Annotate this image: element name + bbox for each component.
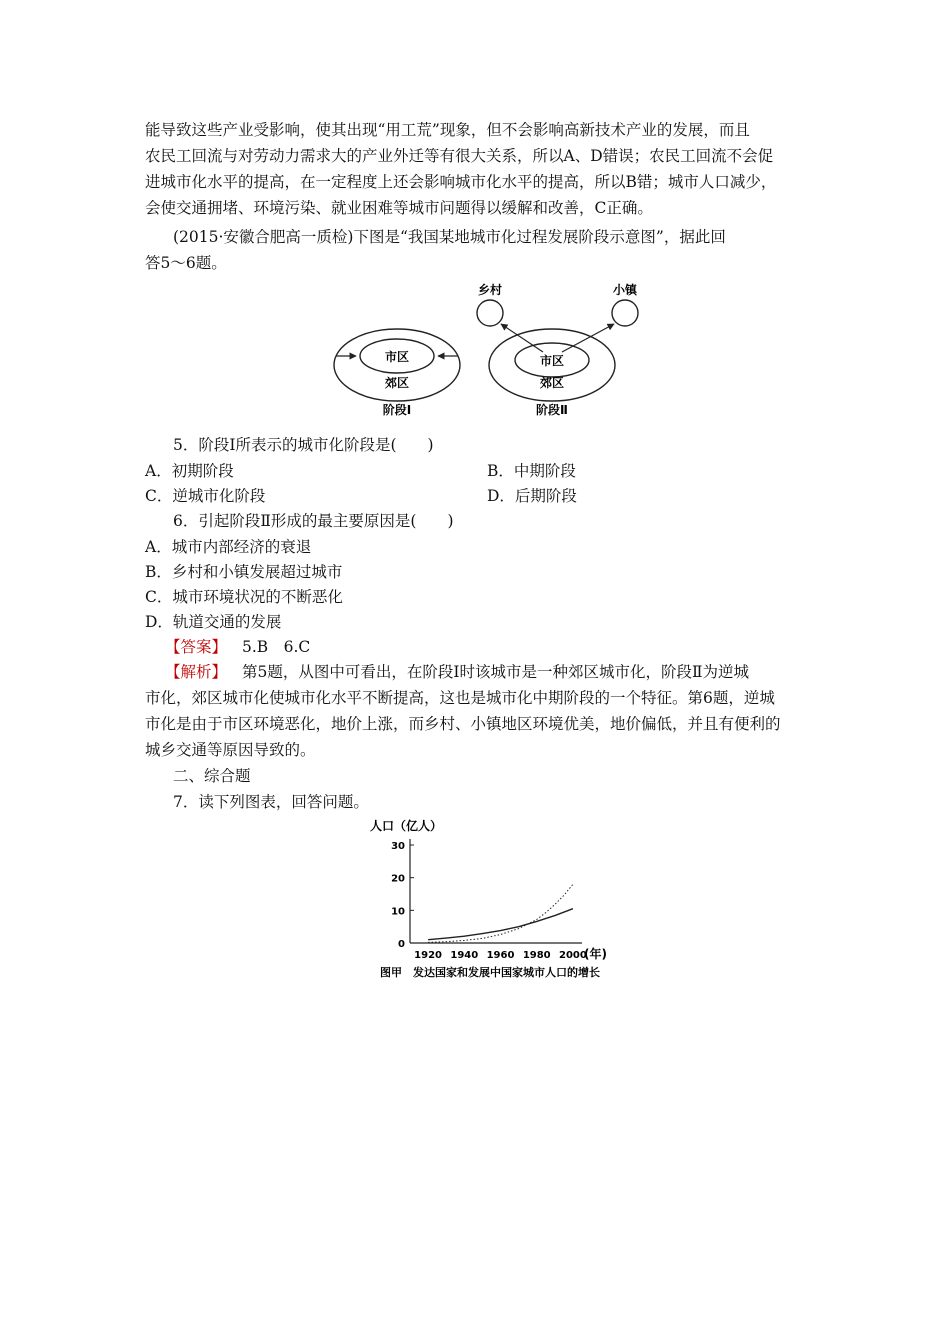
- arrow-to-village: [501, 324, 543, 352]
- analysis-line: 市化，郊区城市化使城市化水平不断提高，这也是城市化中期阶段的一个特征。第6题，逆城: [145, 689, 775, 707]
- analysis-tag: 【解析】: [165, 663, 228, 681]
- town-circle: [612, 300, 638, 326]
- q6-option-d: D．轨道交通的发展: [145, 613, 282, 631]
- stage1-suburb-label: 郊区: [384, 376, 410, 390]
- x-tick-label: 1960: [486, 950, 515, 961]
- question-7-stem: 7．读下列图表，回答问题。: [173, 793, 369, 811]
- analysis-line: 城乡交通等原因导致的。: [145, 741, 316, 759]
- y-tick-label: 20: [391, 873, 405, 885]
- question-6-stem: 6．引起阶段Ⅱ形成的最主要原因是( ): [173, 512, 454, 530]
- paragraph-line: 农民工回流与对劳动力需求大的产业外迁等有很大关系，所以A、D错误；农民工回流不会促: [145, 147, 774, 165]
- paragraph-line: 能导致这些产业受影响，使其出现“用工荒”现象，但不会影响高新技术产业的发展，而且: [145, 121, 750, 139]
- question-5-stem: 5．阶段Ⅰ所表示的城市化阶段是( ): [173, 436, 434, 454]
- stage1-caption: 阶段Ⅰ: [382, 403, 412, 417]
- series-line-dotted: [428, 884, 573, 942]
- urban-population-chart: [360, 815, 620, 985]
- y-tick-label: 10: [391, 906, 405, 918]
- series-line-solid: [428, 909, 573, 940]
- answer-line: [165, 634, 825, 660]
- y-tick-label: 30: [391, 841, 405, 852]
- q5-option-b: B．中期阶段: [487, 462, 576, 480]
- q5-option-c: C．逆城市化阶段: [145, 487, 266, 505]
- village-circle: [477, 300, 503, 326]
- chart-caption: 图甲 发达国家和发展中国家城市人口的增长: [380, 966, 600, 979]
- q5-option-d: D．后期阶段: [487, 487, 577, 505]
- paragraph-line: 会使交通拥堵、环境污染、就业困难等城市问题得以缓解和改善，C正确。: [145, 199, 653, 217]
- village-label: 乡村: [477, 283, 503, 297]
- intro-line: 答5～6题。: [145, 254, 227, 272]
- answer-text: 5.B 6.C: [241, 638, 311, 656]
- paragraph-line: 进城市化水平的提高，在一定程度上还会影响城市化水平的提高，所以B错；城市人口减少，: [145, 173, 777, 191]
- q6-option-a: A．城市内部经济的衰退: [145, 538, 312, 556]
- q5-option-a: A．初期阶段: [145, 462, 234, 480]
- x-tick-label: 1980: [522, 950, 551, 961]
- analysis-text: 第5题，从图中可看出，在阶段Ⅰ时该城市是一种郊区城市化，阶段Ⅱ为逆城: [241, 663, 749, 681]
- stage2-caption: 阶段Ⅱ: [536, 403, 568, 417]
- analysis-line: 市化是由于市区环境恶化，地价上涨，而乡村、小镇地区环境优美，地价偏低，并且有便利的: [145, 715, 781, 733]
- stage1-suburb-ring: [334, 329, 460, 401]
- q6-option-c: C．城市环境状况的不断恶化: [145, 588, 343, 606]
- question-5-options-row: [145, 483, 805, 509]
- y-axis-label: 人口（亿人）: [370, 819, 443, 833]
- arrow-to-town: [562, 324, 614, 352]
- stage1-urban-label: 市区: [384, 350, 410, 364]
- section-heading: 二、综合题: [173, 767, 251, 785]
- question-5-options-row: [145, 458, 805, 484]
- stage2-suburb-label: 郊区: [539, 376, 565, 390]
- x-tick-label: 1920: [414, 950, 443, 961]
- stage2-urban-label: 市区: [539, 354, 565, 368]
- analysis-line: [165, 659, 825, 685]
- town-label: 小镇: [612, 283, 638, 297]
- y-tick-label: 0: [398, 939, 405, 950]
- urbanization-stage-diagram: [330, 280, 650, 425]
- x-tick-label: 2000: [559, 950, 587, 961]
- x-axis-unit-label: (年): [584, 947, 607, 961]
- answer-tag: 【答案】: [165, 638, 228, 656]
- intro-line: (2015·安徽合肥高一质检)下图是“我国某地城市化过程发展阶段示意图”，据此回: [173, 228, 726, 246]
- q6-option-b: B．乡村和小镇发展超过城市: [145, 563, 343, 581]
- x-tick-label: 1940: [450, 950, 479, 961]
